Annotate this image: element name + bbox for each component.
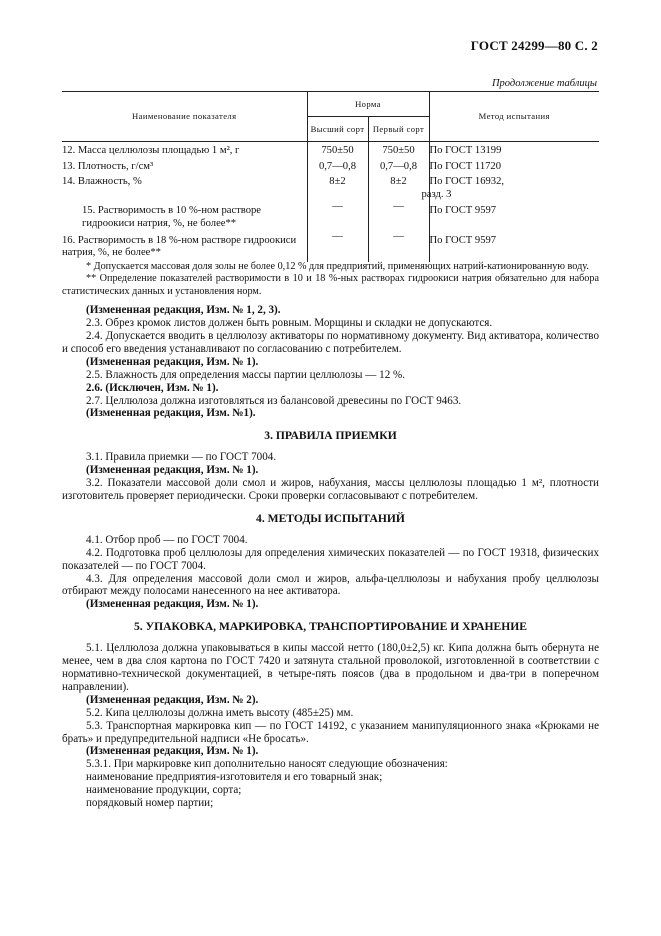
- footnote: ** Определение показателей растворимости в 10 и 18 %-ных растворах гидроокиси натрия обязательно для набора статистических данных и установления норм.: [62, 273, 599, 297]
- amendment-note: (Измененная редакция, Изм. № 1).: [86, 355, 259, 368]
- row-high: —: [307, 231, 368, 262]
- clause: 2.3. Обрез кромок листов должен быть ровным. Морщины и складки не допускаются.: [86, 317, 493, 330]
- page-header: ГОСТ 24299—80 С. 2: [470, 38, 598, 53]
- clause-excluded: 2.6. (Исключен, Изм. № 1).: [86, 381, 219, 394]
- row-first: —: [368, 201, 429, 230]
- clause: 2.7. Целлюлоза должна изготовляться из балансовой древесины по ГОСТ 9463.: [86, 394, 462, 407]
- row-first: 8±2: [368, 173, 429, 201]
- table-continuation-note: Продолжение таблицы: [491, 78, 597, 89]
- table-row: [62, 142, 599, 158]
- row-first: 750±50: [368, 142, 429, 158]
- clause: 4.1. Отбор проб — по ГОСТ 7004.: [86, 533, 248, 546]
- clause: 4.2. Подготовка проб целлюлозы для определения химических показателей — по ГОСТ 19318, физических показателей — по ГОСТ 7004.: [62, 546, 599, 572]
- row-method: По ГОСТ 9597: [429, 231, 599, 262]
- footnote: * Допускается массовая доля золы не более 0,12 % для предприятий, применяющих натрий-катионированную воду.: [86, 261, 589, 272]
- list-item: порядковый номер партии;: [86, 797, 214, 810]
- table-row: [62, 231, 599, 262]
- section-title: 3. ПРАВИЛА ПРИЕМКИ: [264, 429, 397, 443]
- clause: 2.4. Допускается вводить в целлюлозу активаторы по нормативному документу. Вид активатора, количество и способ его введения устанавливают по согласованию с потребителем.: [62, 330, 599, 355]
- clause: 3.2. Показатели массовой доли смол и жиров, набухания, массы целлюлозы площадью 1 м², плотности изготовитель проверяет периодически. Сроки проверки согласовывают с потребителем.: [62, 477, 599, 502]
- row-high: 8±2: [307, 173, 368, 201]
- document-body: [62, 261, 599, 810]
- col-header-method: Метод испытания: [429, 92, 599, 142]
- list-item: наименование продукции, сорта;: [86, 784, 242, 797]
- clause: 4.3. Для определения массовой доли смол и жиров, альфа-целлюлозы и набухания пробу целлюлозы отбирают между полосами нанесенного на нее активатора.: [62, 572, 599, 598]
- amendment-note: (Измененная редакция, Изм. № 1).: [86, 598, 259, 611]
- section-title: 5. УПАКОВКА, МАРКИРОВКА, ТРАНСПОРТИРОВАНИЕ И ХРАНЕНИЕ: [133, 620, 528, 634]
- row-first: 0,7—0,8: [368, 158, 429, 174]
- clause: 5.3.1. При маркировке кип дополнительно наносят следующие обозначения:: [86, 758, 448, 771]
- row-name: 14. Влажность, %: [62, 176, 142, 188]
- clause: 2.5. Влажность для определения массы партии целлюлозы — 12 %.: [86, 368, 406, 381]
- row-method-line1: По ГОСТ 16932,: [429, 176, 505, 188]
- table-row: [62, 158, 599, 174]
- col-header-norm: Норма: [307, 92, 429, 117]
- col-header-grade-first: Первый сорт: [368, 117, 429, 142]
- col-header-grade-high: Высший сорт: [307, 117, 368, 142]
- amendment-note: (Измененная редакция, Изм. № 1).: [86, 745, 259, 758]
- row-name: 15. Растворимость в 10 %-ном растворе гидроокиси натрия, %, не более**: [82, 205, 262, 229]
- table-row: [62, 173, 599, 201]
- clause: 5.1. Целлюлоза должна упаковываться в кипы массой нетто (180,0±2,5) кг. Кипа должна быть обернута не менее, чем в два слоя картона по ГОСТ 7420 и затянута стальной проволокой, изготовленной в соответствии с нормативно-технической документацией, в четыре-пять поясов (два в продольном и два-три в поперечном направлении).: [62, 642, 599, 693]
- row-name: 16. Растворимость в 18 %-ном растворе гидроокиси натрия, %, не более**: [62, 234, 297, 259]
- row-method: [421, 173, 599, 201]
- row-first: —: [368, 231, 429, 262]
- row-method-line2: разд. 3: [421, 188, 452, 200]
- amendment-note: (Измененная редакция, Изм. № 1, 2, 3).: [86, 304, 281, 317]
- spec-table: [62, 91, 599, 262]
- clause: 5.2. Кипа целлюлозы должна иметь высоту (485±25) мм.: [86, 706, 354, 719]
- row-name: 13. Плотность, г/см³: [62, 160, 154, 172]
- amendment-note: (Измененная редакция, Изм. № 1).: [86, 464, 259, 477]
- row-method: По ГОСТ 9597: [429, 201, 599, 230]
- row-high: 0,7—0,8: [307, 158, 368, 174]
- list-item: наименование предприятия-изготовителя и его товарный знак;: [86, 771, 383, 784]
- row-high: —: [307, 201, 368, 230]
- row-method: По ГОСТ 11720: [429, 158, 599, 174]
- clause: 3.1. Правила приемки — по ГОСТ 7004.: [86, 451, 277, 464]
- clause: 5.3. Транспортная маркировка кип — по ГОСТ 14192, с указанием манипуляционного знака «Крюками не брать» и предупредительной надписи «Не бросать».: [62, 719, 599, 745]
- amendment-note: (Измененная редакция, Изм. №1).: [86, 407, 256, 420]
- table-row: [62, 201, 599, 230]
- row-high: 750±50: [307, 142, 368, 158]
- row-method: По ГОСТ 13199: [429, 142, 599, 158]
- row-name: 12. Масса целлюлозы площадью 1 м², г: [62, 145, 240, 156]
- amendment-note: (Измененная редакция, Изм. № 2).: [86, 693, 259, 706]
- col-header-name: Наименование показателя: [62, 92, 307, 142]
- section-title: 4. МЕТОДЫ ИСПЫТАНИЙ: [256, 511, 405, 525]
